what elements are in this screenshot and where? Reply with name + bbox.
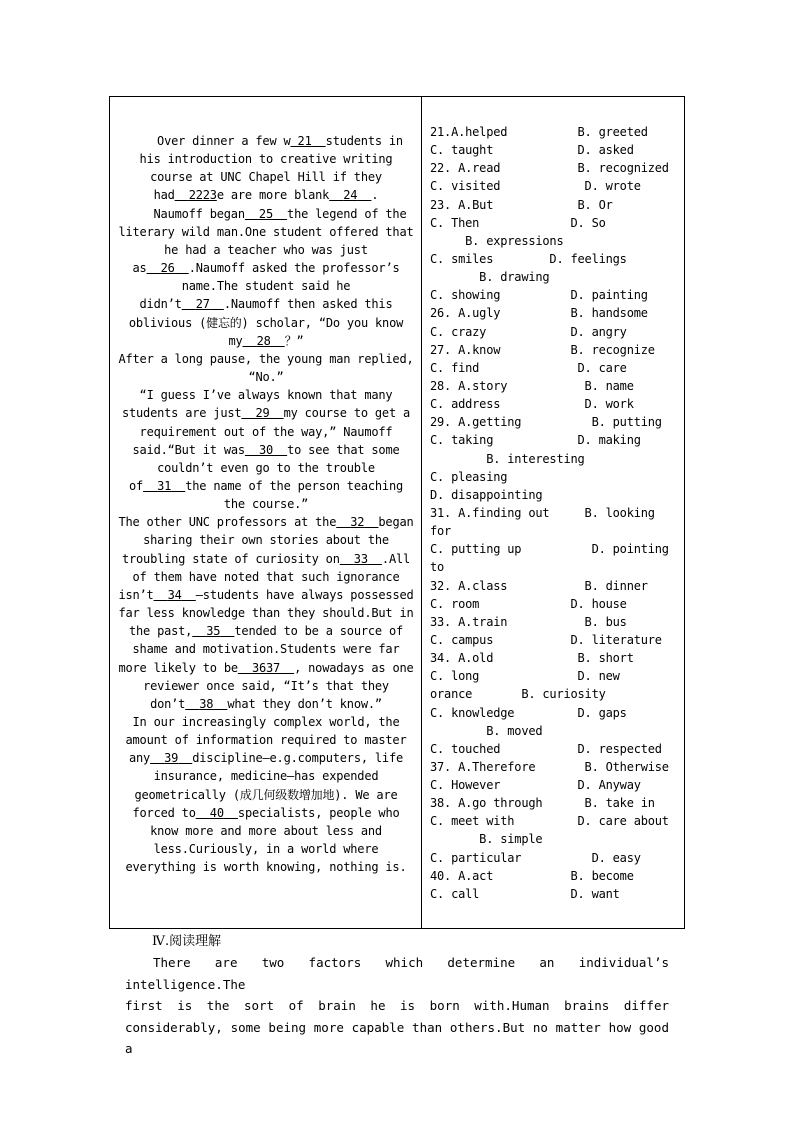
option-line: C. However D. Anyway — [430, 778, 641, 793]
passage-paragraph-3: After a long pause, the young man replied, “No.” — [118, 351, 414, 385]
blank-24: 24 — [343, 188, 358, 203]
option-line: 22. A.read B. recognized — [430, 161, 669, 176]
option-line: B. simple — [430, 832, 543, 847]
option-line: C. pleasing — [430, 469, 508, 484]
option-line: C. find D. care — [430, 360, 627, 375]
option-line: B. interesting — [430, 451, 585, 466]
option-line: D. disappointing — [430, 487, 543, 502]
blank-39: 39 — [164, 751, 179, 766]
option-line: B. expressions — [430, 233, 564, 248]
blank-25: 25 — [258, 206, 273, 221]
option-line: C. particular D. easy — [430, 850, 641, 865]
option-line: C. putting up D. pointing — [430, 542, 669, 557]
option-line: for — [430, 524, 452, 539]
answer-options — [430, 123, 680, 903]
blank-36-37: 3637 — [251, 660, 281, 675]
option-line: 26. A.ugly B. handsome — [430, 306, 648, 321]
passage-paragraph-1: Over dinner a few w 21 students in his introduction to creative writing course at UNC Chapel Hill if they had 2223e are more blank 24 . — [139, 134, 403, 203]
option-line: B. moved — [430, 723, 543, 738]
option-line: C. knowledge D. gaps — [430, 705, 627, 720]
option-line: 21.A.helped B. greeted — [430, 125, 648, 139]
blank-28: 28 — [256, 333, 271, 348]
option-line: C. address D. work — [430, 397, 634, 412]
passage-paragraph-5: The other UNC professors at the 32 began sharing their own stories about the troubling state of curiosity on 33 .All of them have noted that such ignorance isn’t 34 —students have always possessed far less knowledge than they should.But in the past, 35 tended to be a source of shame and motivation.Students were far more likely to be 3637 , nowadays as one reviewer once said, “It’s that they don’t 38 what they don’t know.” — [118, 515, 414, 711]
reading-line: There are two factors which determine an individual’s intelligence.The — [125, 955, 669, 992]
option-line: 29. A.getting B. putting — [430, 415, 662, 430]
option-line: 33. A.train B. bus — [430, 614, 627, 629]
blank-32: 32 — [350, 515, 365, 530]
option-line: C. campus D. literature — [430, 632, 662, 647]
blank-26: 26 — [160, 261, 175, 276]
option-line: 37. A.Therefore B. Otherwise — [430, 759, 669, 774]
option-line: 27. A.know B. recognize — [430, 342, 655, 357]
option-line: C. smiles D. feelings — [430, 251, 627, 266]
option-line: orance B. curiosity — [430, 687, 606, 702]
section-heading: Ⅳ.阅读理解 — [152, 934, 222, 949]
blank-40: 40 — [209, 805, 224, 820]
option-line: B. drawing — [430, 270, 550, 285]
blank-27: 27 — [195, 297, 210, 312]
table-column-divider — [421, 96, 422, 929]
blank-33: 33 — [353, 551, 368, 566]
blank-31: 31 — [157, 478, 172, 493]
blank-35: 35 — [206, 624, 221, 639]
option-line: C. room D. house — [430, 596, 627, 611]
option-line: C. touched D. respected — [430, 741, 662, 756]
blank-38: 38 — [199, 696, 214, 711]
option-line: C. visited D. wrote — [430, 179, 641, 194]
reading-passage — [125, 952, 669, 1060]
option-line: 28. A.story B. name — [430, 378, 634, 393]
reading-line: considerably, some being more capable than others.But no matter how good a — [125, 1019, 669, 1056]
option-line: C. call D. want — [430, 886, 620, 901]
option-line: C. crazy D. angry — [430, 324, 627, 339]
blank-29: 29 — [255, 406, 270, 421]
option-line: to — [430, 560, 445, 575]
option-line: C. meet with D. care about — [430, 814, 669, 829]
option-line: C. long D. new — [430, 669, 620, 684]
passage-paragraph-2: Naumoff began 25 the legend of the literary wild man.One student offered that he had a teacher who was just as 26 .Naumoff asked the professor’s name.The student said he didn’t 27 .Naumoff then asked this oblivious (健忘的) scholar, “Do you know my 28 ？” — [118, 206, 414, 348]
option-line: 34. A.old B. short — [430, 651, 634, 666]
option-line: C. Then D. So — [430, 215, 606, 230]
option-line: C. taking D. making — [430, 433, 641, 448]
blank-30: 30 — [258, 442, 274, 457]
option-line: C. showing D. painting — [430, 288, 648, 303]
option-line: 23. A.But B. Or — [430, 197, 613, 212]
blank-22-23: 2223 — [188, 188, 217, 203]
blank-34: 34 — [167, 587, 182, 602]
cloze-passage — [117, 132, 415, 876]
reading-line: first is the sort of brain he is born with.Human brains differ — [125, 998, 669, 1013]
option-line: 40. A.act B. become — [430, 868, 634, 883]
option-line: 38. A.go through B. take in — [430, 796, 655, 811]
passage-paragraph-6: In our increasingly complex world, the amount of information required to master any 39 discipline—e.g.computers, life insurance, medicine—has expended geometrically (成几何级数增加地). We are forced to 40 specialists, people who know more and more about less and less.Curiously, in a world where everything is worth knowing, nothing is. — [125, 715, 407, 875]
option-line: 31. A.finding out B. looking — [430, 505, 655, 520]
passage-paragraph-4: “I guess I’ve always known that many students are just 29 my course to get a requirement out of the way,” Naumoff said.“But it was 30 to see that some couldn’t even go to the trouble of 31 the name of the person teaching the course.” — [121, 388, 411, 512]
blank-21: 21 — [297, 134, 312, 148]
option-line: C. taught D. asked — [430, 143, 634, 158]
option-line: 32. A.class B. dinner — [430, 578, 648, 593]
